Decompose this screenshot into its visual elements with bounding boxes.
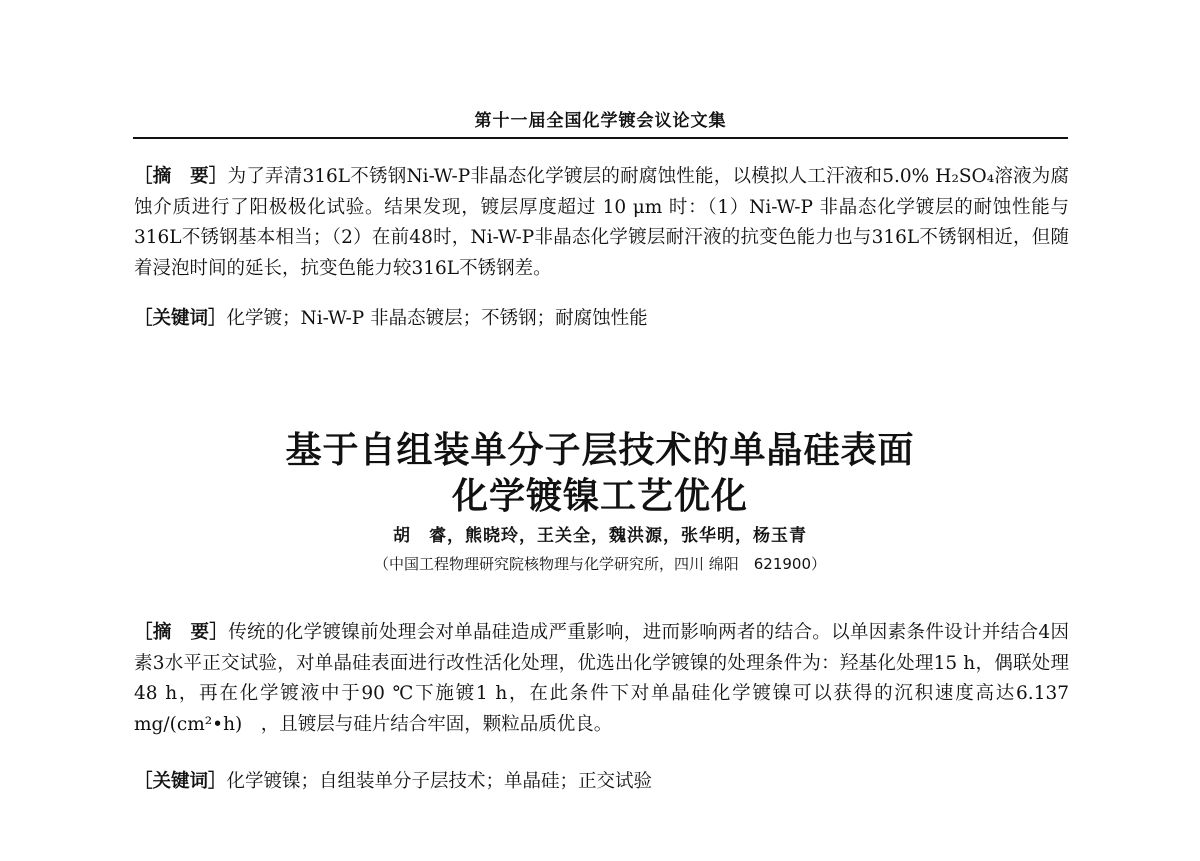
paper-title-line-1: 基于自组装单分子层技术的单晶硅表面 xyxy=(285,430,915,471)
abstract-label: ［摘 要］ xyxy=(134,622,229,643)
abstract-paragraph-1 xyxy=(134,162,1069,284)
paper-title-line-2: 化学镀镍工艺优化 xyxy=(451,476,748,517)
keywords-paragraph-1 xyxy=(134,304,1069,335)
keywords-text: 化学镀镍；自组装单分子层技术；单晶硅；正交试验 xyxy=(226,771,653,792)
running-header: 第十一届全国化学镀会议论文集 xyxy=(133,106,1068,139)
abstract-paragraph-2 xyxy=(134,618,1069,740)
keywords-label: ［关键词］ xyxy=(134,771,227,792)
affiliation: （中国工程物理研究院核物理与化学研究所，四川 绵阳 621900） xyxy=(373,555,827,573)
keywords-text: 化学镀；Ni-W-P 非晶态镀层；不锈钢；耐腐蚀性能 xyxy=(226,308,648,329)
abstract-text: 为了弄清316L不锈钢Ni-W-P非晶态化学镀层的耐腐蚀性能，以模拟人工汗液和5.0% H₂SO₄溶液为腐蚀介质进行了阳极极化试验。结果发现，镀层厚度超过 10 μm 时：（1）Ni-W-P 非晶态化学镀层的耐蚀性能与316L不锈钢基本相当；（2）在前48时，Ni-W-P非晶态化学镀层耐汗液的抗变色能力也与316L不锈钢相近，但随着浸泡时间的延长，抗变色能力较316L不锈钢差。 xyxy=(134,166,1069,279)
abstract-label: ［摘 要］ xyxy=(134,166,228,187)
keywords-paragraph-2 xyxy=(134,767,1069,798)
keywords-label: ［关键词］ xyxy=(134,308,227,329)
author-list: 胡 睿，熊晓玲，王关全，魏洪源，张华明，杨玉青 xyxy=(393,526,807,546)
abstract-text: 传统的化学镀镍前处理会对单晶硅造成严重影响，进而影响两者的结合。以单因素条件设计并结合4因素3水平正交试验，对单晶硅表面进行改性活化处理，优选出化学镀镍的处理条件为：羟基化处理15 h，偶联处理48 h，再在化学镀液中于90 ℃下施镀1 h，在此条件下对单晶硅化学镀镍可以获得的沉积速度高达6.137 mg/(cm²•h) ，且镀层与硅片结合牢固，颗粒品质优良。 xyxy=(134,622,1069,735)
